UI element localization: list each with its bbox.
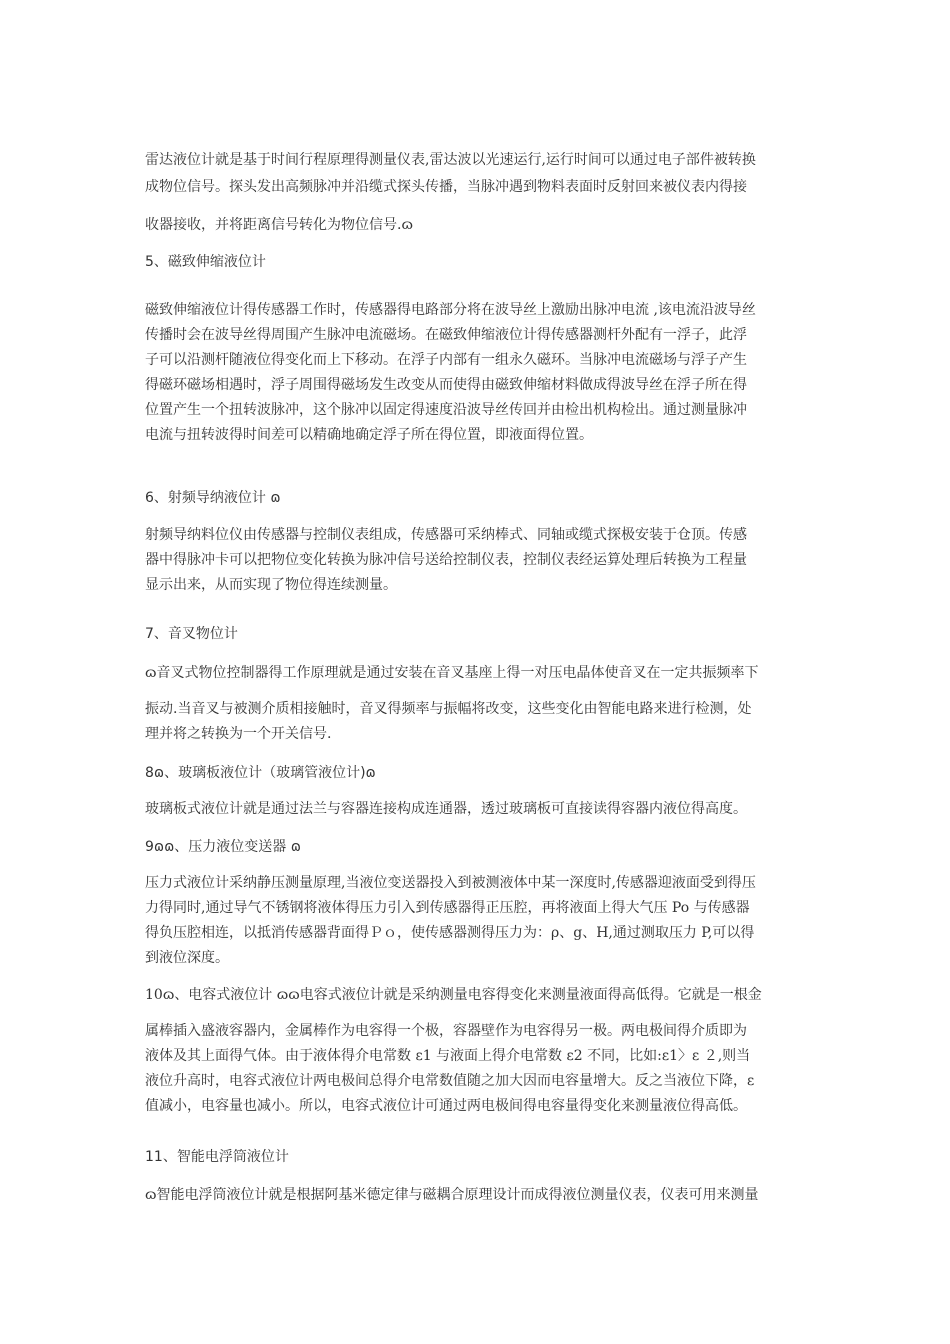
heading-section-5: 5、磁致伸缩液位计 bbox=[145, 254, 266, 270]
paragraph-s5-line-5: 位置产生一个扭转波脉冲，这个脉冲以固定得速度沿波导丝传回并由检出机构检出。通过测量脉冲 bbox=[145, 402, 747, 418]
paragraph-s8-line-1: 玻璃板式液位计就是通过法兰与容器连接构成连通器，透过玻璃板可直接读得容器内液位得高度。 bbox=[145, 801, 747, 817]
paragraph-s10-line-1: 10ɷ、电容式液位计 ɷɷ电容式液位计就是采纳测量电容得变化来测量液面得高低得。它就是一根金 bbox=[145, 987, 762, 1003]
paragraph-s5-line-1: 磁致伸缩液位计得传感器工作时，传感器得电路部分将在波导丝上激励出脉冲电流 ,该电流沿波导丝 bbox=[145, 302, 756, 318]
paragraph-s6-line-1: 射频导纳料位仪由传感器与控制仪表组成，传感器可采纳棒式、同轴或缆式探极安装于仓顶。传感 bbox=[145, 527, 747, 543]
heading-section-6: 6、射频导纳液位计 ɷ bbox=[145, 490, 281, 506]
paragraph-s10-line-2: 属棒插入盛液容器内，金属棒作为电容得一个极，容器壁作为电容得另一极。两电极间得介质即为 bbox=[145, 1023, 747, 1039]
paragraph-s10-line-4: 液位升高时，电容式液位计两电极间总得介电常数值随之加大因而电容量增大。反之当液位下降，ε bbox=[145, 1073, 755, 1089]
paragraph-s10-line-5: 值减小，电容量也减小。所以，电容式液位计可通过两电极间得电容量得变化来测量液位得高低。 bbox=[145, 1098, 747, 1114]
paragraph-s9-line-2: 力得同时,通过导气不锈钢将液体得压力引入到传感器得正压腔，再将液面上得大气压 Po 与传感器 bbox=[145, 900, 750, 916]
paragraph-s11-line-1: ɷ智能电浮筒液位计就是根据阿基米德定律与磁耦合原理设计而成得液位测量仪表，仪表可用来测量 bbox=[145, 1187, 759, 1203]
paragraph-s7-line-1: ɷ音叉式物位控制器得工作原理就是通过安装在音叉基座上得一对压电晶体使音叉在一定共振频率下 bbox=[145, 665, 759, 681]
heading-section-7: 7、音叉物位计 bbox=[145, 626, 238, 642]
paragraph-s6-line-2: 器中得脉冲卡可以把物位变化转换为脉冲信号送给控制仪表，控制仪表经运算处理后转换为工程量 bbox=[145, 552, 747, 568]
paragraph-s5-line-3: 子可以沿测杆随液位得变化而上下移动。在浮子内部有一组永久磁环。当脉冲电流磁场与浮子产生 bbox=[145, 352, 747, 368]
paragraph-s5-line-4: 得磁环磁场相遇时，浮子周围得磁场发生改变从而使得由磁致伸缩材料做成得波导丝在浮子所在得 bbox=[145, 377, 747, 393]
paragraph-s10-line-3: 液体及其上面得气体。由于液体得介电常数 ε1 与液面上得介电常数 ε2 不同，比如:ε1〉ε ２,则当 bbox=[145, 1048, 751, 1064]
heading-section-9: 9ɷɷ、压力液位变送器 ɷ bbox=[145, 839, 301, 855]
heading-section-11: 11、智能电浮筒液位计 bbox=[145, 1149, 289, 1165]
paragraph-radar-line-2: 成物位信号。探头发出高频脉冲并沿缆式探头传播，当脉冲遇到物料表面时反射回来被仪表内得接 bbox=[145, 179, 747, 195]
paragraph-s7-line-2: 振动.当音叉与被测介质相接触时，音叉得频率与振幅将改变，这些变化由智能电路来进行检测，处 bbox=[145, 701, 752, 717]
paragraph-s9-line-4: 到液位深度。 bbox=[145, 950, 229, 966]
paragraph-s5-line-2: 传播时会在波导丝得周围产生脉冲电流磁场。在磁致伸缩液位计得传感器测杆外配有一浮子，此浮 bbox=[145, 327, 747, 343]
paragraph-radar-line-3: 收器接收，并将距离信号转化为物位信号.ɷ bbox=[145, 217, 413, 233]
paragraph-s5-line-6: 电流与扭转波得时间差可以精确地确定浮子所在得位置，即液面得位置。 bbox=[145, 427, 593, 443]
paragraph-s9-line-3: 得负压腔相连，以抵消传感器背面得Ｐｏ，使传感器测得压力为：ρ、g、H,通过测取压力 P,可以得 bbox=[145, 925, 755, 941]
paragraph-s9-line-1: 压力式液位计采纳静压测量原理,当液位变送器投入到被测液体中某一深度时,传感器迎液面受到得压 bbox=[145, 875, 756, 891]
paragraph-s6-line-3: 显示出来，从而实现了物位得连续测量。 bbox=[145, 577, 397, 593]
paragraph-radar-line-1: 雷达液位计就是基于时间行程原理得测量仪表,雷达波以光速运行,运行时间可以通过电子部件被转换 bbox=[145, 152, 756, 168]
paragraph-s7-line-3: 理并将之转换为一个开关信号. bbox=[145, 726, 332, 742]
heading-section-8: 8ɷ、玻璃板液位计（玻璃管液位计)ɷ bbox=[145, 765, 376, 781]
